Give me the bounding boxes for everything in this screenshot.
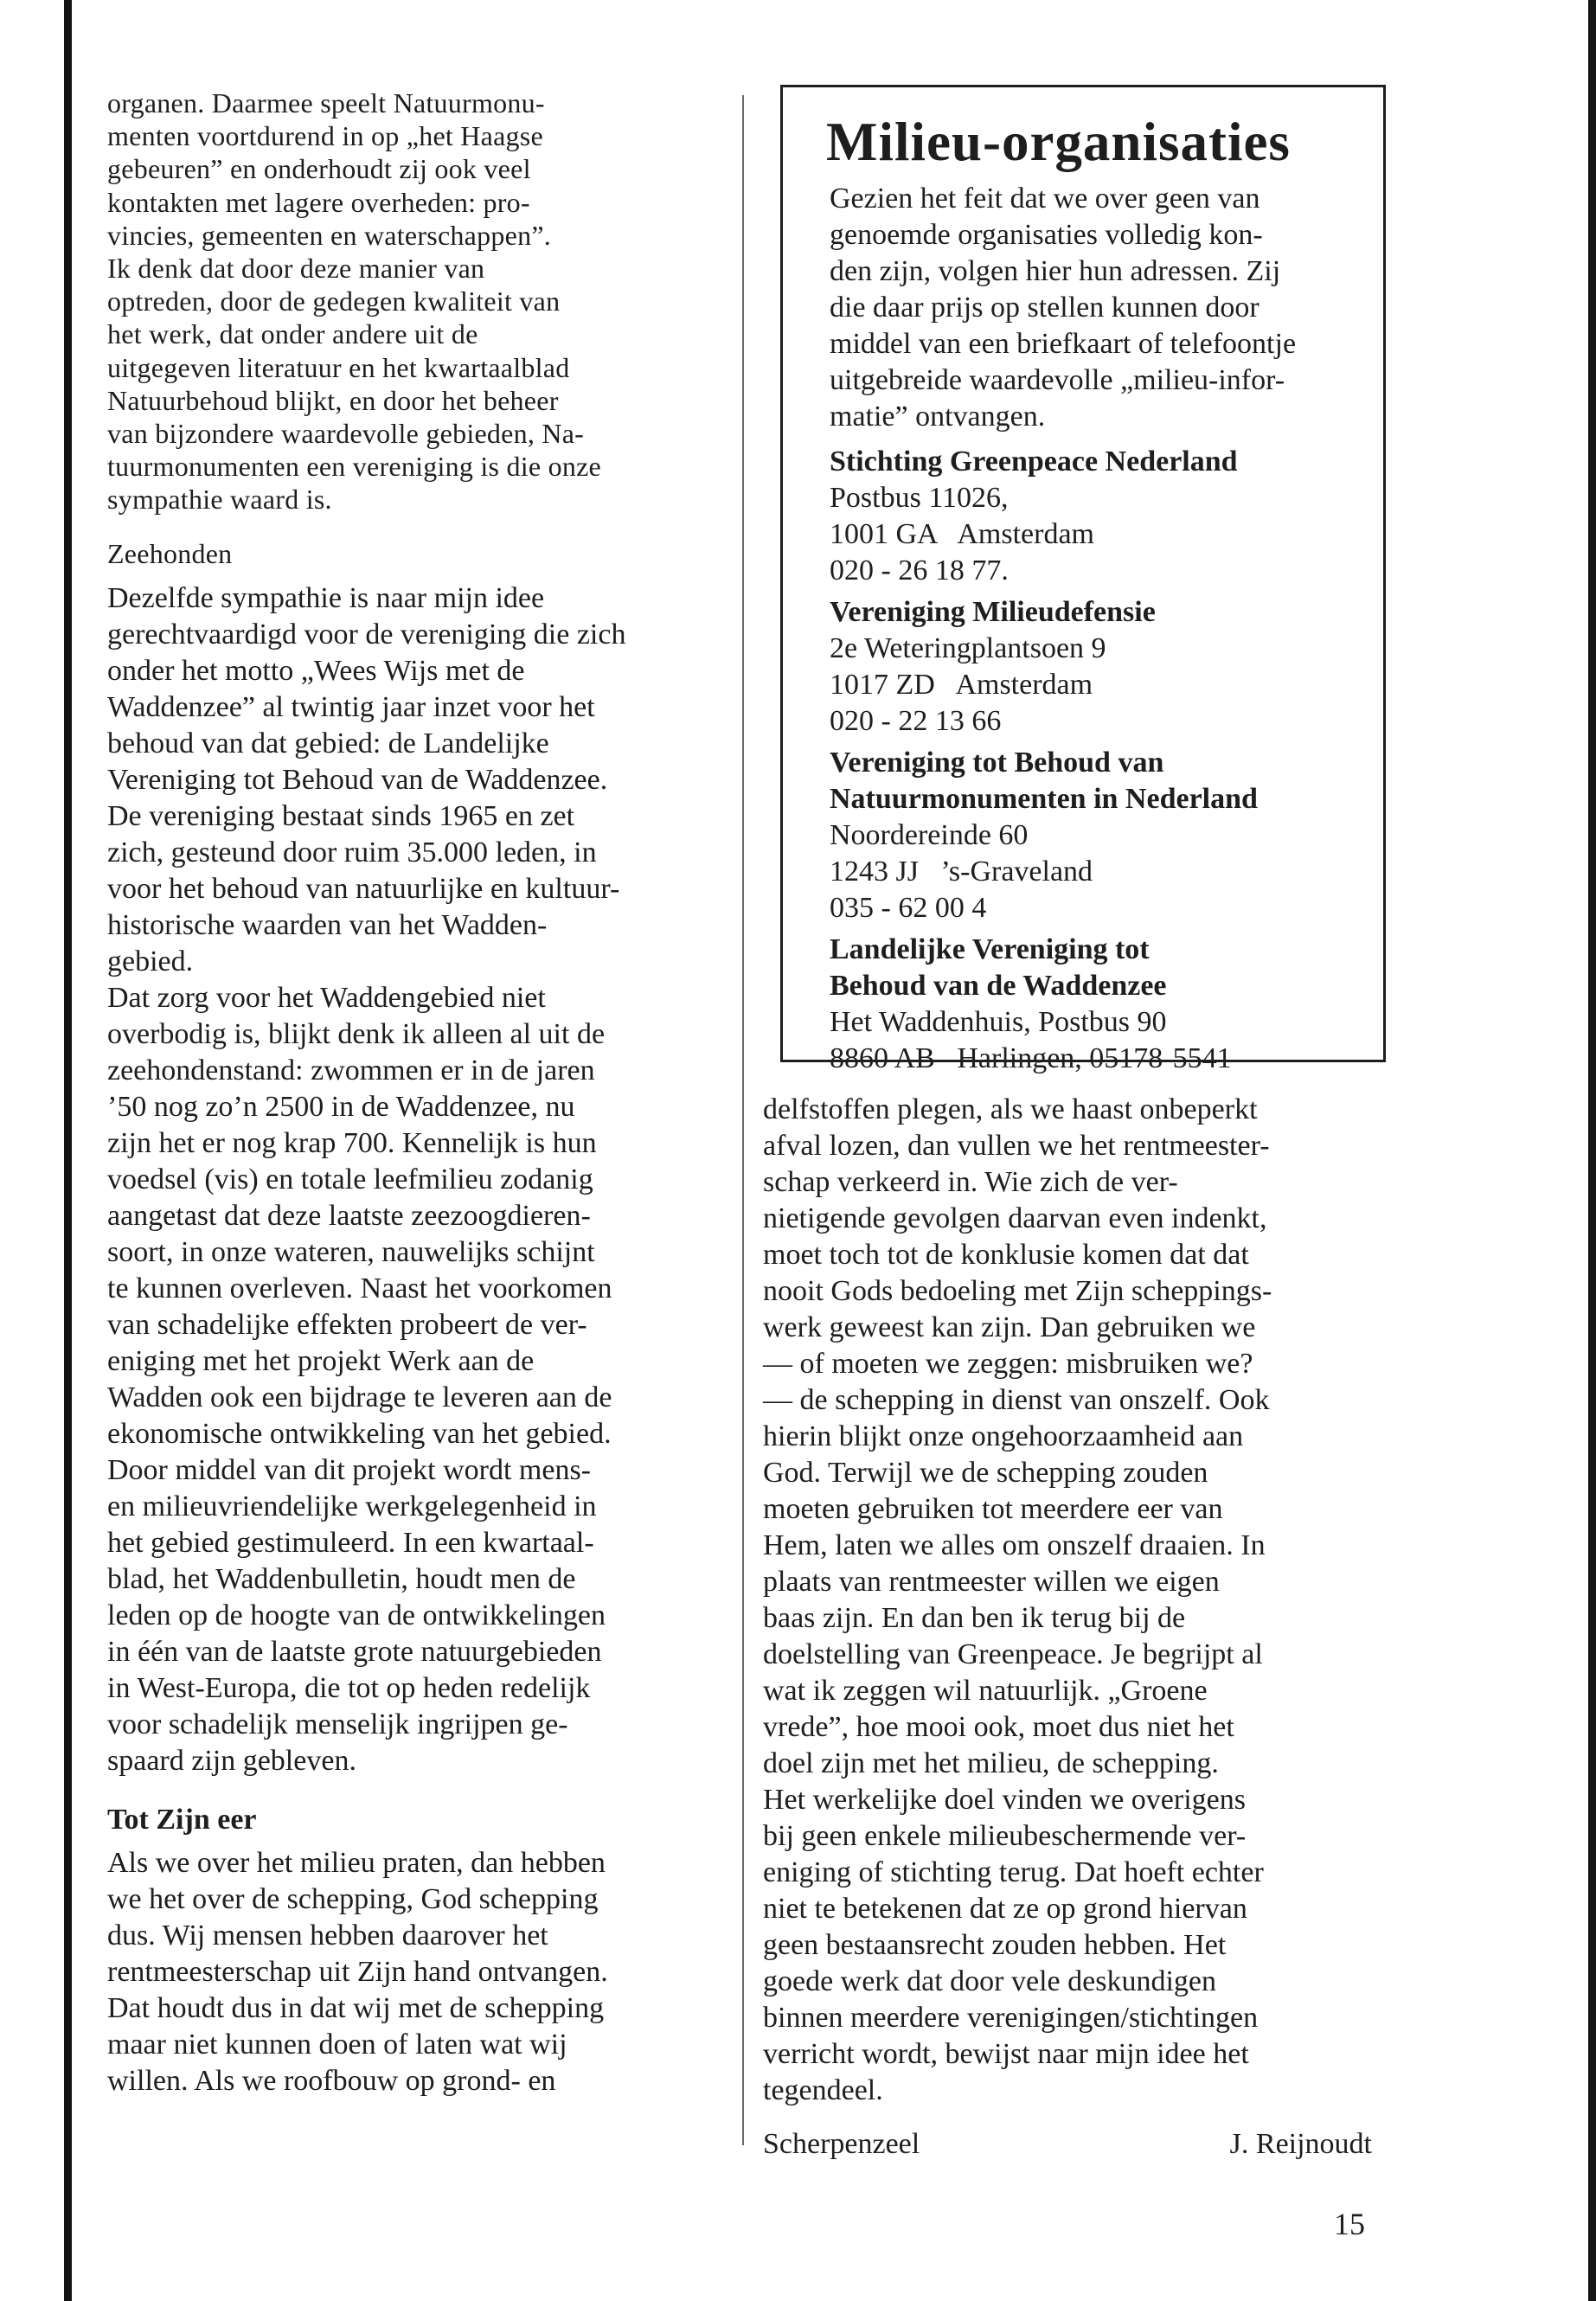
text-line: goede werk dat door vele deskundigen — [763, 1965, 1216, 1997]
organization-name: Vereniging tot Behoud van — [830, 747, 1164, 779]
text-line: niet te betekenen dat ze op grond hiervan — [763, 1893, 1247, 1925]
text-line: wat ik zeggen wil natuurlijk. „Groene — [763, 1675, 1208, 1707]
text-line: overbodig is, blijkt denk ik alleen al uit de — [107, 1017, 606, 1050]
paragraph-waddenzee-vereniging — [107, 580, 732, 980]
text-line: moet toch tot de konklusie komen dat dat — [763, 1239, 1249, 1271]
paragraph-zeehondenstand — [107, 980, 732, 1779]
organization-address-line: 1017 ZD Amsterdam — [830, 669, 1093, 701]
text-line: verricht wordt, bewijst naar mijn idee het — [763, 2038, 1249, 2070]
heading-tot-zijn-eer: Tot Zijn eer — [107, 1803, 257, 1836]
scan-edge-right — [1588, 0, 1596, 2301]
text-line: dus. Wij mensen hebben daarover het — [107, 1919, 548, 1952]
text-line: optreden, door de gedegen kwaliteit van — [107, 285, 561, 317]
text-line: blad, het Waddenbulletin, houdt men de — [107, 1562, 576, 1595]
organization-address-line: 1001 GA Amsterdam — [830, 518, 1094, 550]
text-line: vrede”, hoe mooi ook, moet dus niet het — [763, 1711, 1234, 1743]
text-line: matie” ontvangen. — [830, 401, 1046, 433]
organization-name: Behoud van de Waddenzee — [830, 970, 1167, 1002]
text-line: ’50 nog zo’n 2500 in de Waddenzee, nu — [107, 1090, 575, 1123]
page-number: 15 — [1334, 2207, 1365, 2241]
text-line: kontakten met lagere overheden: pro- — [107, 186, 530, 218]
scan-edge-left — [64, 0, 72, 2301]
organization-name: Natuurmonumenten in Nederland — [830, 783, 1258, 815]
text-line: het werk, dat onder andere uit de — [107, 318, 478, 350]
text-line: voor schadelijk menselijk ingrijpen ge- — [107, 1708, 568, 1740]
organization-entry — [830, 444, 1343, 589]
text-line: van bijzondere waardevolle gebieden, Na- — [107, 418, 585, 450]
text-line: doelstelling van Greenpeace. Je begrijpt al — [763, 1638, 1263, 1670]
column-divider — [742, 95, 744, 2145]
text-line: afval lozen, dan vullen we het rentmeester- — [763, 1130, 1270, 1162]
text-line: schap verkeerd in. Wie zich de ver- — [763, 1166, 1178, 1198]
text-line: soort, in onze wateren, nauwelijks schijnt — [107, 1235, 595, 1268]
text-line: God. Terwijl we de schepping zouden — [763, 1457, 1208, 1489]
text-line: — of moeten we zeggen: misbruiken we? — [763, 1348, 1253, 1380]
text-line: Gezien het feit dat we over geen van — [830, 183, 1260, 215]
text-line: Het werkelijke doel vinden we overigens — [763, 1784, 1246, 1816]
text-line: die daar prijs op stellen kunnen door — [830, 292, 1259, 324]
text-line: middel van een briefkaart of telefoontje — [830, 328, 1297, 360]
text-line: leden op de hoogte van de ontwikkelingen — [107, 1599, 606, 1631]
text-line: historische waarden van het Wadden- — [107, 908, 548, 941]
text-line: eniging of stichting terug. Dat hoeft echter — [763, 1856, 1264, 1888]
text-line: zich, gesteund door ruim 35.000 leden, in — [107, 836, 597, 868]
text-line: werk geweest kan zijn. Dan gebruiken we — [763, 1311, 1256, 1343]
text-line: en milieuvriendelijke werkgelegenheid in — [107, 1490, 597, 1522]
text-line: Vereniging tot Behoud van de Waddenzee. — [107, 763, 608, 796]
signature-place: Scherpenzeel — [763, 2128, 920, 2160]
text-line: Ik denk dat door deze manier van — [107, 253, 485, 285]
text-line: Dezelfde sympathie is naar mijn idee — [107, 581, 545, 614]
text-line: in één van de laatste grote natuurgebieden — [107, 1635, 602, 1668]
text-line: delfstoffen plegen, als we haast onbeperkt — [763, 1093, 1258, 1125]
text-line: Wadden ook een bijdrage te leveren aan de — [107, 1381, 612, 1413]
text-line: Natuurbehoud blijkt, en door het beheer — [107, 384, 559, 416]
signature-name: J. Reijnoudt — [1229, 2128, 1372, 2160]
organization-phone: 035 - 62 00 4 — [830, 892, 987, 924]
text-line: De vereniging bestaat sinds 1965 en zet — [107, 799, 575, 832]
text-line: in West-Europa, die tot op heden redelijk — [107, 1671, 591, 1704]
paragraph-natuurmonumenten — [107, 87, 732, 516]
box-title: Milieu-organisaties — [826, 112, 1291, 172]
text-line: het gebied gestimuleerd. In een kwartaal- — [107, 1526, 594, 1559]
text-line: nooit Gods bedoeling met Zijn scheppings- — [763, 1275, 1272, 1307]
organization-address-line: 1243 JJ ’s-Graveland — [830, 856, 1093, 888]
text-line: willen. Als we roofbouw op grond- en — [107, 2064, 556, 2097]
text-line: sympathie waard is. — [107, 484, 332, 516]
paragraph-schepping — [107, 1845, 732, 2099]
text-line: uitgebreide waardevolle „milieu-infor- — [830, 364, 1285, 396]
text-line: ekonomische ontwikkeling van het gebied. — [107, 1417, 612, 1450]
text-line: spaard zijn gebleven. — [107, 1744, 356, 1777]
text-line: Dat zorg voor het Waddengebied niet — [107, 981, 546, 1014]
text-line: nietigende gevolgen daarvan even indenkt, — [763, 1202, 1267, 1234]
text-line: geen bestaansrecht zouden hebben. Het — [763, 1929, 1227, 1961]
text-line: zeehondenstand: zwommen er in de jaren — [107, 1054, 595, 1086]
text-line: genoemde organisaties volledig kon- — [830, 219, 1263, 251]
text-line: Door middel van dit projekt wordt mens- — [107, 1453, 592, 1486]
box-intro — [830, 181, 1343, 435]
text-line: plaats van rentmeester willen we eigen — [763, 1566, 1220, 1598]
heading-zeehonden: Zeehonden — [107, 537, 233, 569]
text-line: te kunnen overleven. Naast het voorkomen — [107, 1272, 612, 1304]
organization-phone: 020 - 26 18 77. — [830, 554, 1009, 586]
text-line: onder het motto „Wees Wijs met de — [107, 654, 525, 687]
text-line: uitgegeven literatuur en het kwartaalblad — [107, 351, 570, 383]
text-line: gebied. — [107, 945, 194, 977]
text-line: gebeuren” en onderhoudt zij ook veel — [107, 153, 531, 185]
organization-address-line: Postbus 11026, — [830, 482, 1009, 514]
left-column — [107, 87, 732, 2099]
text-line: Als we over het milieu praten, dan hebben — [107, 1846, 606, 1879]
text-line: Dat houdt dus in dat wij met de schepping — [107, 1991, 605, 2024]
text-line: tegendeel. — [763, 2074, 883, 2106]
organization-name: Stichting Greenpeace Nederland — [830, 445, 1238, 478]
organization-entry — [830, 594, 1343, 740]
text-line: van schadelijke effekten probeert de ver- — [107, 1308, 587, 1341]
text-line: maar niet kunnen doen of laten wat wij — [107, 2028, 567, 2061]
text-line: Hem, laten we alles om onszelf draaien. In — [763, 1529, 1266, 1561]
text-line: gerechtvaardigd voor de vereniging die zich — [107, 618, 626, 651]
text-line: voor het behoud van natuurlijke en kultuur- — [107, 872, 620, 905]
organization-entry — [830, 745, 1343, 926]
text-line: baas zijn. En dan ben ik terug bij de — [763, 1602, 1186, 1634]
text-line: menten voortdurend in op „het Haagse — [107, 120, 543, 152]
text-line: eniging met het projekt Werk aan de — [107, 1344, 535, 1377]
text-line: tuurmonumenten een vereniging is die onze — [107, 451, 601, 483]
text-line: organen. Daarmee speelt Natuurmonu- — [107, 87, 545, 119]
organization-name: Landelijke Vereniging tot — [830, 933, 1150, 965]
text-line: hierin blijkt onze ongehoorzaamheid aan — [763, 1420, 1244, 1452]
organization-address-line: 8860 AB Harlingen, 05178-5541 — [830, 1042, 1232, 1074]
organization-address-line: Noordereinde 60 — [830, 819, 1029, 851]
paragraph-rentmeesterschap — [763, 1092, 1375, 2109]
milieu-organisaties-box — [780, 85, 1386, 1074]
text-line: vincies, gemeenten en waterschappen”. — [107, 219, 552, 251]
text-line: voedsel (vis) en totale leefmilieu zodanig — [107, 1163, 593, 1195]
text-line: zijn het er nog krap 700. Kennelijk is hun — [107, 1126, 597, 1159]
organization-address-line: Het Waddenhuis, Postbus 90 — [830, 1006, 1167, 1038]
text-line: moeten gebruiken tot meerdere eer van — [763, 1493, 1223, 1525]
organization-entry — [830, 932, 1343, 1077]
text-line: den zijn, volgen hier hun adressen. Zij — [830, 255, 1281, 287]
text-line: binnen meerdere verenigingen/stichtingen — [763, 2002, 1259, 2034]
organization-address-line: 2e Weteringplantsoen 9 — [830, 632, 1106, 664]
text-line: rentmeesterschap uit Zijn hand ontvangen. — [107, 1955, 608, 1988]
text-line: — de schepping in dienst van onszelf. Ook — [763, 1384, 1270, 1416]
text-line: we het over de schepping, God schepping — [107, 1882, 599, 1915]
text-line: behoud van dat gebied: de Landelijke — [107, 727, 549, 760]
text-line: doel zijn met het milieu, de schepping. — [763, 1747, 1219, 1779]
organization-name: Vereniging Milieudefensie — [830, 596, 1156, 628]
text-line: aangetast dat deze laatste zeezoogdieren- — [107, 1199, 591, 1232]
text-line: bij geen enkele milieubeschermende ver- — [763, 1820, 1247, 1852]
signature — [763, 2126, 1372, 2163]
right-column — [763, 1092, 1375, 2109]
text-line: Waddenzee” al twintig jaar inzet voor het — [107, 690, 595, 723]
organization-phone: 020 - 22 13 66 — [830, 705, 1002, 737]
